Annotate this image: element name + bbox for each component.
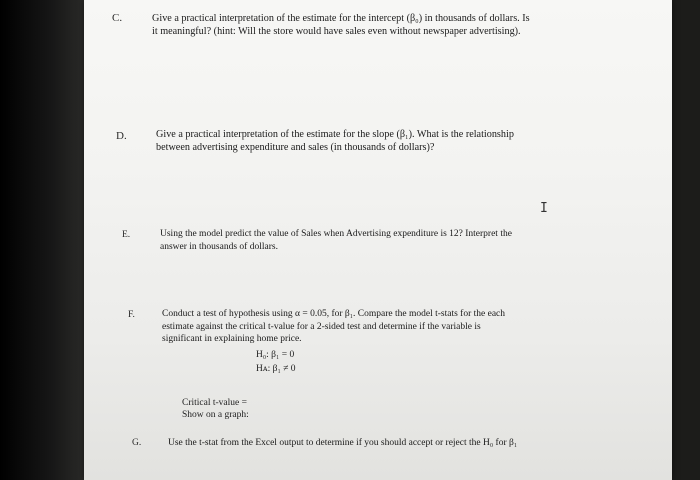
question-c-line-1: Give a practical interpretation of the estimate for the intercept (β₀) in thousands of dollars. Is xyxy=(152,13,530,24)
question-g-text xyxy=(168,437,517,450)
question-c-text xyxy=(152,12,530,38)
question-c-line-2: it meaningful? (hint: Will the store would have sales even without newspaper advertising). xyxy=(152,26,521,37)
question-d-text xyxy=(156,128,514,154)
critical-value-label: Critical t-value = xyxy=(182,398,247,408)
text-cursor-icon: I xyxy=(540,201,548,216)
question-f-line-3: significant in explaining home price. xyxy=(162,334,302,344)
question-f-text xyxy=(162,308,505,346)
question-d-letter: D. xyxy=(116,130,127,142)
question-d-line-2: between advertising expenditure and sales (in thousands of dollars)? xyxy=(156,142,435,153)
question-f-letter: F. xyxy=(128,310,135,320)
question-e-line-2: answer in thousands of dollars. xyxy=(160,241,278,252)
question-g-letter: G. xyxy=(132,438,142,448)
worksheet-page xyxy=(84,0,672,480)
question-g-line-1: Use the t-stat from the Excel output to determine if you should accept or reject the H₀ for β₁ xyxy=(168,438,518,448)
alternative-hypothesis: Hᴀ: β₁ ≠ 0 xyxy=(256,364,296,374)
background-edge xyxy=(0,0,84,480)
question-f-line-1: Conduct a test of hypothesis using α = 0.05, for β₁. Compare the model t-stats for the each xyxy=(162,309,505,319)
question-d-line-1: Give a practical interpretation of the estimate for the slope (β₁). What is the relationship xyxy=(156,129,514,140)
graph-label: Show on a graph: xyxy=(182,410,249,420)
question-f-line-2: estimate against the critical t-value for a 2-sided test and determine if the variable is xyxy=(162,321,481,332)
null-hypothesis: H₀: β₁ = 0 xyxy=(256,350,295,360)
question-c-letter: C. xyxy=(112,12,123,24)
question-e-text xyxy=(160,228,512,253)
question-e-line-1: Using the model predict the value of Sales when Advertising expenditure is 12? Interpret the xyxy=(160,229,512,239)
question-e-letter: E. xyxy=(122,230,131,240)
